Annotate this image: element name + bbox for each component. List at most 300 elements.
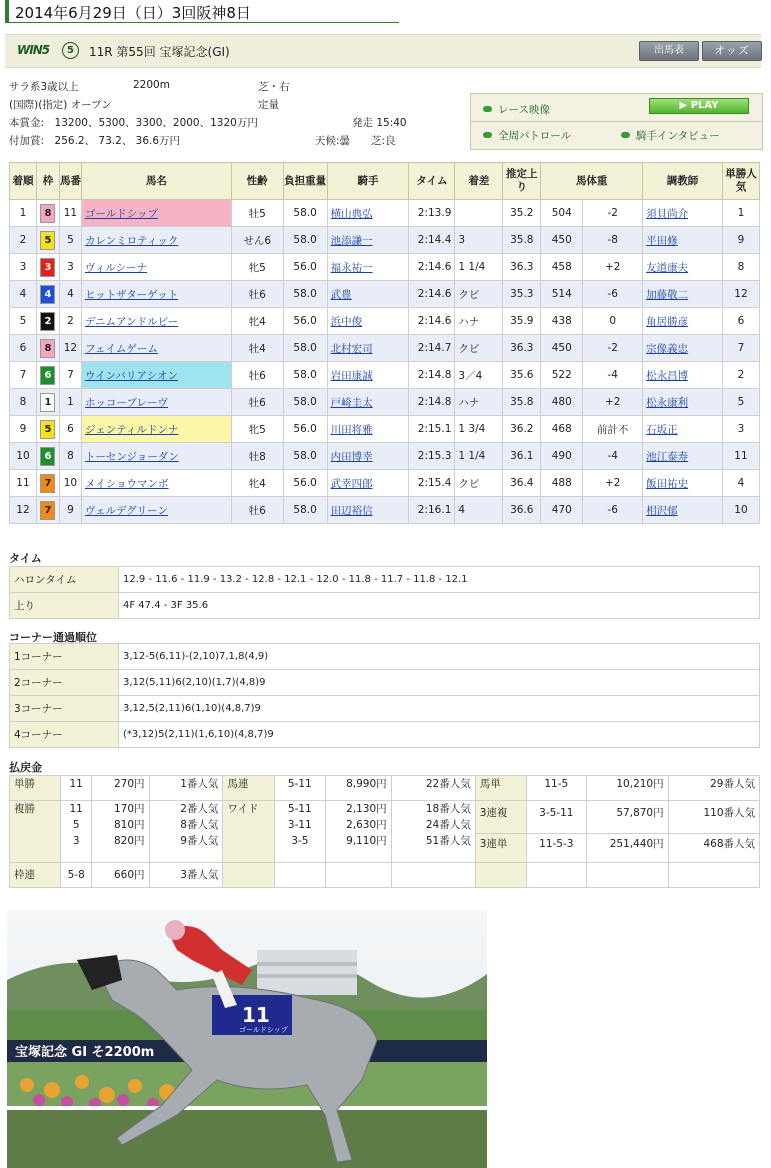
wide-pops: 18番人気 24番人気 51番人気 [391,801,475,863]
race-surface: 芝・右 [258,81,290,93]
wakuren-yen: 660円 [92,863,149,888]
weight-cell: 58.0 [283,227,327,254]
sex-age-cell: せん6 [231,227,283,254]
race-class: サラ系3歳以上 [9,81,79,93]
trainer-link[interactable]: 加藤敬二 [646,288,689,301]
jockey-link[interactable]: 田辺裕信 [330,504,373,517]
video-icon [483,106,492,112]
waku-badge: 8 [40,339,55,358]
start-time: 発走 15:40 [352,117,407,129]
table-row [10,722,760,748]
popularity-cell: 5 [722,389,759,416]
table-row [10,335,760,362]
time-cell: 2:14.7 [409,335,455,362]
time-cell: 2:14.6 [409,281,455,308]
race-photo [7,910,487,1168]
table-row [10,200,760,227]
sanrenpuku-label: 3連複 [475,801,526,834]
col-header-pos: 着順 [10,163,37,200]
waku-cell [36,470,59,497]
odds-button[interactable]: オッズ [702,41,762,61]
time-cell: 2:16.1 [409,497,455,524]
waku-cell [36,308,59,335]
jockey-cell [327,362,409,389]
horse-name-link[interactable]: フェイムゲーム [84,342,158,355]
body-weight-cell: 458 [541,254,583,281]
media-box [470,93,763,150]
popularity-cell: 8 [722,254,759,281]
tansho-pop: 1番人気 [149,776,223,801]
body-weight-diff-cell: -6 [583,497,643,524]
corner-order: 3,12-5(6,11)-(2,10)7,1,8(4,9) [119,644,760,670]
trainer-link[interactable]: 友道康夫 [646,261,689,274]
table-row [10,497,760,524]
jockey-cell [327,389,409,416]
horse-number-cell: 8 [59,443,81,470]
popularity-cell: 2 [722,362,759,389]
margin-cell [455,200,503,227]
horse-number-cell: 4 [59,281,81,308]
sex-age-cell: 牝4 [231,308,283,335]
col-header-pop: 単勝人気 [722,163,759,200]
col-header-horse: 馬名 [81,163,231,200]
results-table [9,162,760,524]
weight-cell: 56.0 [283,416,327,443]
col-header-waku: 枠 [36,163,59,200]
sex-age-cell: 牡6 [231,362,283,389]
popularity-cell: 9 [722,227,759,254]
race-distance: 2200m [133,79,170,91]
trainer-link[interactable]: 角居勝彦 [646,315,689,328]
trainer-cell [643,443,723,470]
time-cell: 2:15.3 [409,443,455,470]
position-cell: 1 [10,200,37,227]
results-header-row [10,163,760,200]
patrol-video-link[interactable]: 全周パトロール [483,128,571,143]
jockey-link[interactable]: 武豊 [330,288,352,301]
trainer-link[interactable]: 相沢郁 [646,504,678,517]
horse-number-cell: 12 [59,335,81,362]
weight-cell: 58.0 [283,362,327,389]
horse-number-cell: 7 [59,362,81,389]
weather-track: 天候:曇 芝:良 [315,135,396,147]
col-header-body-weight: 馬体重 [541,163,643,200]
weight-cell: 58.0 [283,389,327,416]
col-header-margin: 着差 [455,163,503,200]
waku-badge: 2 [40,312,55,331]
jockey-cell [327,470,409,497]
margin-cell: クビ [455,281,503,308]
horse-name-link[interactable]: ジェンティルドンナ [84,423,179,436]
sanrentan-label: 3連単 [475,834,526,863]
trainer-link[interactable]: 石坂正 [646,423,678,436]
race-title: 11R 第55回 宝塚記念(GI) [89,45,230,59]
body-weight-diff-cell: -6 [583,281,643,308]
body-weight-cell: 450 [541,335,583,362]
weight-cell: 58.0 [283,443,327,470]
prize-money: 本賞金: 13200、5300、3300、2000、1320万円 [9,117,258,129]
added-prize: 付加賞: 256.2、 73.2、 36.6万円 [9,135,181,147]
body-weight-cell: 522 [541,362,583,389]
body-weight-cell: 480 [541,389,583,416]
time-cell: 2:14.6 [409,254,455,281]
position-cell: 12 [10,497,37,524]
col-header-jockey: 騎手 [327,163,409,200]
jockey-link[interactable]: 池添謙一 [330,234,373,247]
sanrentan-yen: 251,440円 [586,834,668,863]
last-section-times: 4F 47.4 - 3F 35.6 [119,593,760,619]
jockey-cell [327,443,409,470]
horse-number-cell: 11 [59,200,81,227]
table-row [10,281,760,308]
sanrenpuku-num: 3-5-11 [527,801,587,834]
last-3f-cell: 35.6 [503,362,541,389]
horse-name-link[interactable]: デニムアンドルビー [84,315,179,328]
last-3f-cell: 35.9 [503,308,541,335]
umaren-yen: 8,990円 [325,776,391,801]
sex-age-cell: 牡5 [231,200,283,227]
weight-cell: 56.0 [283,308,327,335]
corner-order: (*3,12)5(2,11)(1,6,10)(4,8,7)9 [119,722,760,748]
position-cell: 4 [10,281,37,308]
horse-name-cell [81,389,231,416]
video-icon [621,132,630,138]
table-row [10,416,760,443]
margin-cell: ハナ [455,308,503,335]
jockey-link[interactable]: 戸崎圭太 [330,396,373,409]
corner-label: 3コーナー [10,696,119,722]
waku-cell [36,389,59,416]
jockey-link[interactable]: 福永祐一 [330,261,373,274]
margin-cell: 3／4 [455,362,503,389]
horse-name-link[interactable]: ヴェルデグリーン [84,504,168,517]
table-row [10,254,760,281]
wakuren-pop: 3番人気 [149,863,223,888]
popularity-cell: 4 [722,470,759,497]
body-weight-diff-cell: -4 [583,443,643,470]
umaren-pop: 22番人気 [391,776,475,801]
horse-name-cell [81,497,231,524]
last-3f-cell: 35.8 [503,227,541,254]
popularity-cell: 11 [722,443,759,470]
sanrentan-pop: 468番人気 [668,834,759,863]
race-photo-image [7,910,487,1168]
table-row [10,227,760,254]
horse-name-link[interactable]: メイショウマンボ [84,477,169,490]
body-weight-diff-cell: -4 [583,362,643,389]
body-weight-cell: 490 [541,443,583,470]
wide-label: ワイド [223,801,274,863]
popularity-cell: 1 [722,200,759,227]
last-3f-cell: 36.6 [503,497,541,524]
position-cell: 7 [10,362,37,389]
waku-cell [36,497,59,524]
margin-cell: 1 3/4 [455,416,503,443]
jockey-cell [327,416,409,443]
horse-name-link[interactable]: トーセンジョーダン [84,450,179,463]
entries-button[interactable]: 出馬表 [639,41,699,61]
position-cell: 5 [10,308,37,335]
col-header-num: 馬番 [59,163,81,200]
jockey-link[interactable]: 川田将雅 [330,423,373,436]
sex-age-cell: 牝4 [231,470,283,497]
waku-cell [36,443,59,470]
waku-badge: 1 [40,393,55,412]
body-weight-cell: 470 [541,497,583,524]
waku-cell [36,281,59,308]
body-weight-diff-cell: +2 [583,389,643,416]
body-weight-cell: 488 [541,470,583,497]
col-header-time: タイム [409,163,455,200]
sex-age-cell: 牡6 [231,281,283,308]
umatan-label: 馬単 [475,776,526,801]
corner-label: 4コーナー [10,722,119,748]
trainer-cell [643,470,723,497]
umaren-num: 5-11 [274,776,325,801]
play-button[interactable]: ▶ PLAY [649,98,749,114]
payout-table [9,775,760,888]
horse-name-cell [81,227,231,254]
table-row [10,644,760,670]
furlong-times: 12.9 - 11.6 - 11.9 - 13.2 - 12.8 - 12.1 - 12.0 - 11.8 - 11.7 - 11.8 - 12.1 [119,567,760,593]
body-weight-cell: 438 [541,308,583,335]
trainer-link[interactable]: 松永昌博 [646,369,689,382]
jockey-cell [327,335,409,362]
sanrenpuku-pop: 110番人気 [668,801,759,834]
table-row [10,567,760,593]
horse-name-cell [81,470,231,497]
trainer-cell [643,416,723,443]
position-cell: 3 [10,254,37,281]
fukusho-label: 複勝 [10,801,61,863]
jockey-link[interactable]: 武幸四郎 [330,477,373,490]
position-cell: 9 [10,416,37,443]
weight-cell: 58.0 [283,281,327,308]
trainer-link[interactable]: 平田修 [646,234,678,247]
wide-nums: 5-11 3-11 3-5 [274,801,325,863]
trainer-cell [643,335,723,362]
waku-cell [36,416,59,443]
last-3f-cell: 36.3 [503,254,541,281]
last-3f-cell: 36.4 [503,470,541,497]
jockey-cell [327,281,409,308]
trainer-cell [643,362,723,389]
win5-leg-badge: 5 [62,42,79,59]
popularity-cell: 3 [722,416,759,443]
position-cell: 6 [10,335,37,362]
time-cell: 2:14.6 [409,308,455,335]
umatan-yen: 10,210円 [586,776,668,801]
position-cell: 11 [10,470,37,497]
tansho-yen: 270円 [92,776,149,801]
tansho-num: 11 [61,776,92,801]
table-row [10,801,760,834]
popularity-cell: 7 [722,335,759,362]
margin-cell: 3 [455,227,503,254]
horse-name-cell [81,443,231,470]
corner-section-title: コーナー通過順位 [9,631,97,644]
body-weight-diff-cell: 前計不 [583,416,643,443]
waku-cell [36,362,59,389]
waku-cell [36,200,59,227]
time-section-title: タイム [9,552,42,565]
waku-badge: 6 [40,447,55,466]
waku-badge: 6 [40,366,55,385]
umatan-pop: 29番人気 [668,776,759,801]
trainer-link[interactable]: 飯田祐史 [646,477,689,490]
sex-age-cell: 牝5 [231,254,283,281]
body-weight-diff-cell: -2 [583,335,643,362]
weight-cell: 56.0 [283,254,327,281]
body-weight-diff-cell: -2 [583,200,643,227]
body-weight-cell: 450 [541,227,583,254]
jockey-link[interactable]: 北村宏司 [330,342,373,355]
name-cloth-text: ゴールドシップ [239,1026,288,1034]
position-cell: 2 [10,227,37,254]
wakuren-label: 枠連 [10,863,61,888]
table-row [10,863,760,888]
furlong-label: ハロンタイム [10,567,119,593]
margin-cell: 1 1/4 [455,254,503,281]
race-condition: (国際)(指定) オープン [9,99,112,111]
weight-rule: 定量 [258,99,279,111]
jockey-cell [327,308,409,335]
body-weight-diff-cell: 0 [583,308,643,335]
horse-name-link[interactable]: ヴィルシーナ [84,261,148,274]
waku-badge: 4 [40,285,55,304]
last-3f-cell: 36.3 [503,335,541,362]
position-cell: 10 [10,443,37,470]
popularity-cell: 6 [722,308,759,335]
trainer-cell [643,497,723,524]
table-row [10,696,760,722]
jockey-link[interactable]: 岩田康誠 [330,369,373,382]
horse-name-cell [81,362,231,389]
col-header-sex-age: 性齢 [231,163,283,200]
margin-cell: 4 [455,497,503,524]
waku-badge: 5 [40,420,55,439]
last-3f-cell: 36.2 [503,416,541,443]
horse-number-cell: 9 [59,497,81,524]
waku-badge: 3 [40,258,55,277]
jockey-interview-link[interactable]: 騎手インタビュー [621,128,720,143]
trainer-cell [643,200,723,227]
corner-table [9,643,760,748]
horse-number-cell: 2 [59,308,81,335]
horse-name-cell [81,200,231,227]
sex-age-cell: 牡4 [231,335,283,362]
table-row [10,470,760,497]
trainer-link[interactable]: 松永康利 [646,396,689,409]
body-weight-diff-cell: +2 [583,254,643,281]
horse-name-cell [81,308,231,335]
col-header-weight: 負担重量 [283,163,327,200]
horse-name-link[interactable]: ホッコーブレーヴ [84,396,168,409]
trainer-link[interactable]: 須貝尚介 [646,207,689,220]
corner-label: 1コーナー [10,644,119,670]
wide-yens: 2,130円 2,630円 9,110円 [325,801,391,863]
table-row [10,670,760,696]
popularity-cell: 12 [722,281,759,308]
horse-number-cell: 3 [59,254,81,281]
horse-name-cell [81,335,231,362]
table-row [10,308,760,335]
col-header-last: 推定上り [503,163,541,200]
win5-logo: WIN5 [17,43,50,57]
sanrentan-num: 11-5-3 [527,834,587,863]
horse-name-link[interactable]: ウインバリアシオン [84,369,178,382]
trainer-cell [643,389,723,416]
horse-number-cell: 1 [59,389,81,416]
trainer-link[interactable]: 宗像義忠 [646,342,689,355]
time-cell: 2:15.1 [409,416,455,443]
time-cell: 2:14.4 [409,227,455,254]
video-icon [483,132,492,138]
horse-name-link[interactable]: ヒットザターゲット [84,288,179,301]
trainer-cell [643,227,723,254]
horse-name-link[interactable]: ゴールドシップ [84,207,159,220]
fukusho-pops: 2番人気 8番人気 9番人気 [149,801,223,863]
jockey-link[interactable]: 内田博幸 [330,450,373,463]
body-weight-cell: 514 [541,281,583,308]
weight-cell: 58.0 [283,335,327,362]
umaren-label: 馬連 [223,776,274,801]
trainer-cell [643,308,723,335]
last-3f-cell: 35.2 [503,200,541,227]
horse-name-link[interactable]: カレンミロティック [84,234,179,247]
last-3f-cell: 36.1 [503,443,541,470]
horse-name-cell [81,281,231,308]
play-icon: ▶ [679,100,691,111]
fukusho-yens: 170円 810円 820円 [92,801,149,863]
corner-order: 3,12,5(2,11)6(1,10)(4,8,7)9 [119,696,760,722]
jockey-cell [327,200,409,227]
weight-cell: 58.0 [283,200,327,227]
wakuren-num: 5-8 [61,863,92,888]
waku-badge: 7 [40,474,55,493]
page-title: 2014年6月29日（日）3回阪神8日 [15,4,251,22]
waku-cell [36,254,59,281]
jockey-cell [327,227,409,254]
horse-number-cell: 10 [59,470,81,497]
horse-number-cell: 6 [59,416,81,443]
jockey-cell [327,254,409,281]
waku-badge: 5 [40,231,55,250]
jockey-link[interactable]: 浜中俊 [330,315,363,328]
sex-age-cell: 牡6 [231,389,283,416]
body-weight-diff-cell: -8 [583,227,643,254]
body-weight-cell: 504 [541,200,583,227]
tansho-label: 単勝 [10,776,61,801]
horse-name-cell [81,416,231,443]
time-cell: 2:14.8 [409,389,455,416]
waku-badge: 8 [40,204,55,223]
time-table [9,566,760,619]
horse-number-cell: 5 [59,227,81,254]
trainer-link[interactable]: 池江泰寿 [646,450,689,463]
table-row [10,776,760,801]
body-weight-cell: 468 [541,416,583,443]
last-3f-cell: 35.8 [503,389,541,416]
race-video-link[interactable]: レース映像 [483,102,550,117]
jockey-link[interactable]: 横山典弘 [330,207,373,220]
banner-text: 宝塚記念 GI そ2200m [15,1045,155,1060]
last-3f-cell: 35.3 [503,281,541,308]
table-row [10,389,760,416]
trainer-cell [643,254,723,281]
table-row [10,443,760,470]
body-weight-diff-cell: +2 [583,470,643,497]
